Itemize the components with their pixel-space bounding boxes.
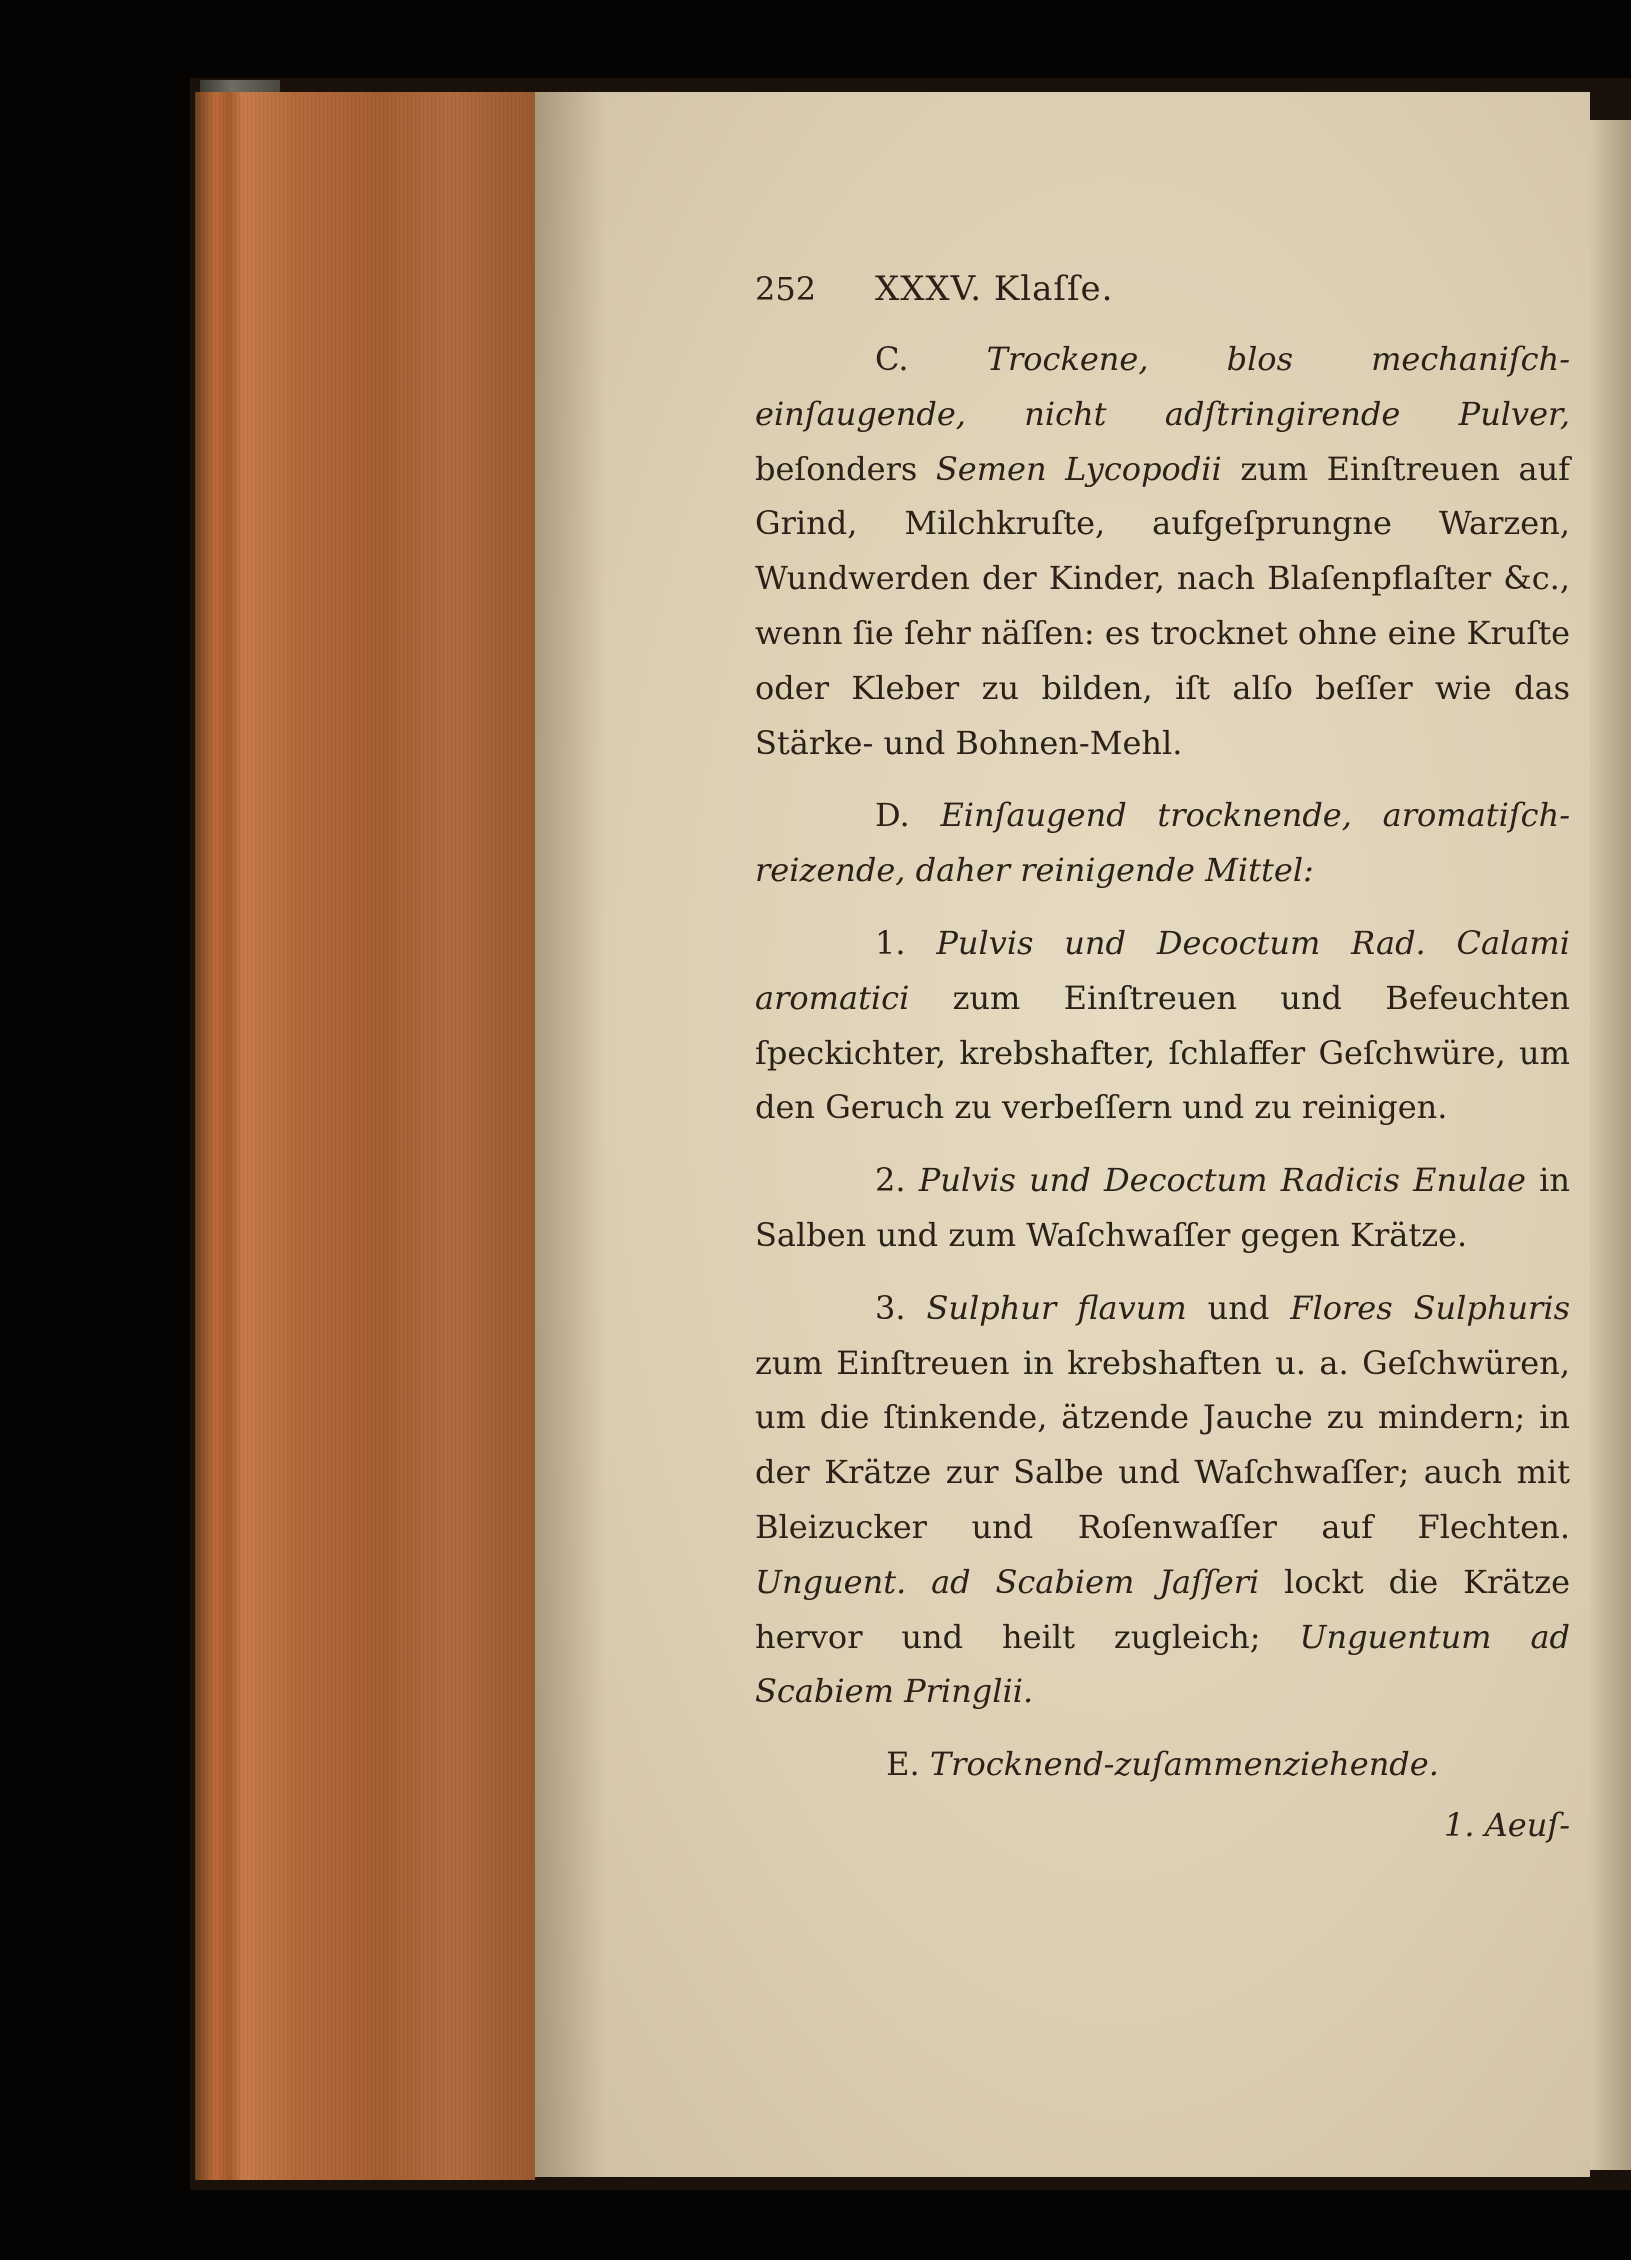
item-number: 2. — [875, 1161, 906, 1200]
facing-page-edge — [1590, 120, 1631, 2170]
section-heading: Trocknend-zuſammenziehende. — [929, 1745, 1439, 1784]
gutter-shadow — [535, 92, 605, 2177]
section-text: zum Einſtreuen auf Grind, Milchkruſte, aufgeſprungne Warzen, Wundwerden der Kinder, nach Blaſenpflaſter &c., wenn ſie ſehr näſſen: es trocknet ohne eine Kruſte oder Kleber zu bilden, iſt alſo beſſer wie das Stärke- und Bohnen-Mehl. — [755, 449, 1571, 762]
page-header — [755, 262, 1570, 332]
latin-term: Pulvis und Decoctum Rad. Calami aromatici — [755, 923, 1571, 1017]
section-label: C. — [875, 340, 909, 378]
latin-term: Unguent. ad Scabiem Jaſſeri — [755, 1562, 1260, 1601]
section-e — [755, 1737, 1570, 1792]
section-label: E. — [886, 1745, 920, 1784]
latin-term: Sulphur flavum — [926, 1288, 1187, 1327]
item-text: zum Einſtreuen und Befeuchten ſpeckichter, krebshafter, ſchlaffer Geſchwüre, um den Geruch zu verbeſſern und zu reinigen. — [755, 978, 1570, 1127]
item-number: 1. — [875, 923, 906, 962]
section-heading: Trockene, blos mechaniſch-einſaugende, nicht adſtringirende Pulver, — [755, 340, 1570, 433]
section-c — [755, 332, 1570, 770]
latin-term: Pulvis und Decoctum Radicis Enulae — [918, 1161, 1526, 1200]
item-text: zum Einſtreuen in krebshaften u. a. Geſchwüren, um die ſtinkende, ätzende Jauche zu mindern; in der Krätze zur Salbe und Waſchwaſſer; auch mit Bleizucker und Roſenwaſſer auf Flechten. — [755, 1343, 1570, 1546]
catchword-text: 1. Aeuſ- — [1443, 1805, 1570, 1844]
item-text: lockt die Krätze hervor und heilt zugleich; — [755, 1562, 1571, 1656]
item-text: und — [1186, 1288, 1291, 1327]
latin-term: Flores Sulphuris — [1290, 1288, 1570, 1327]
page-text — [755, 262, 1570, 1853]
section-text: beſonders — [755, 449, 936, 488]
item-number: 3. — [875, 1288, 906, 1327]
latin-term: Unguentum ad Scabiem Pringlii. — [755, 1617, 1571, 1711]
page-number: 252 — [755, 270, 817, 308]
latin-term: Semen Lycopodii — [935, 449, 1222, 488]
item-text: in Salben und zum Waſchwaſſer gegen Krätze. — [755, 1161, 1571, 1254]
section-label: D. — [875, 796, 910, 835]
list-item — [755, 1281, 1570, 1719]
catchword — [755, 1798, 1570, 1853]
list-item — [755, 1153, 1570, 1263]
section-heading: Einſaugend trocknende, aromatiſch-reizende, daher reinigende Mittel: — [755, 796, 1571, 890]
section-d — [755, 788, 1570, 898]
page-block-edge — [195, 92, 535, 2180]
running-head: XXXV. Klaſſe. — [875, 269, 1114, 309]
list-item — [755, 916, 1570, 1135]
